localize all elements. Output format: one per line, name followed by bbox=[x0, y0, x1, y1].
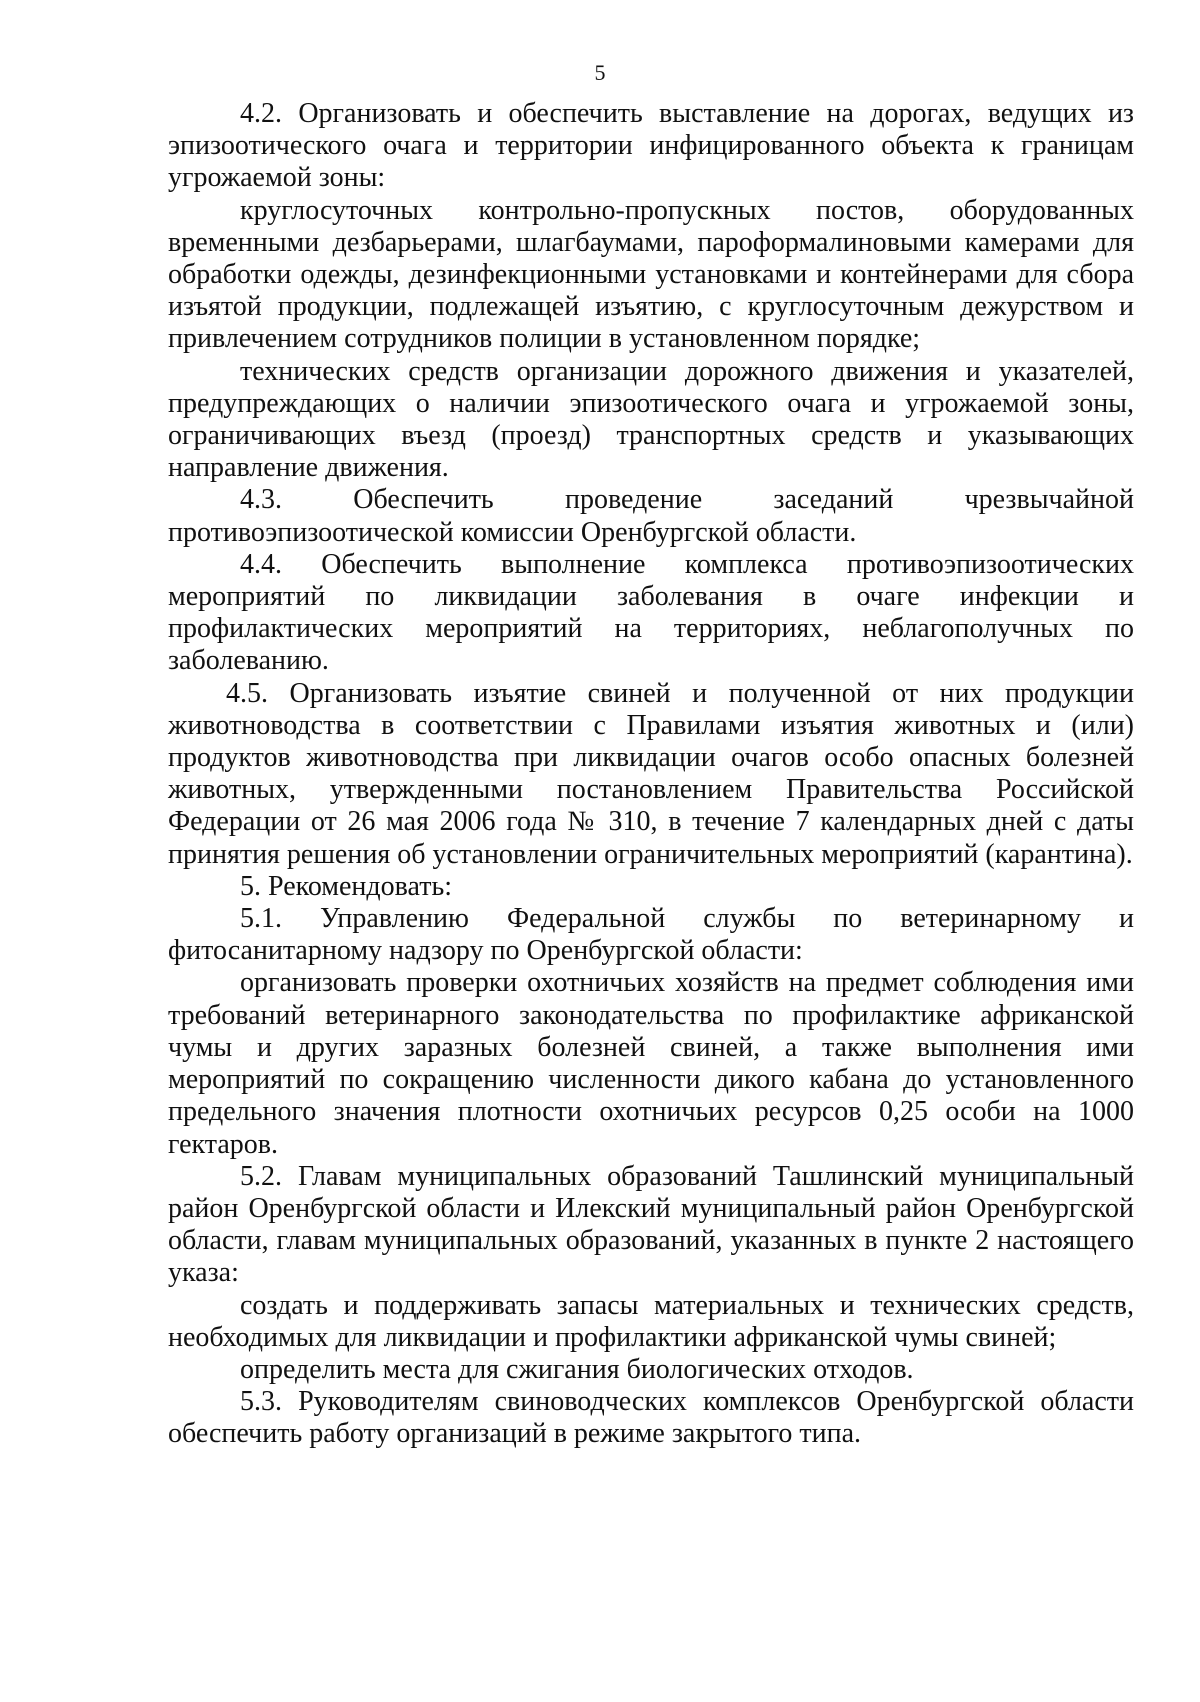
paragraph-4-2: 4.2. Организовать и обеспечить выставление на дорогах, ведущих из эпизоотического очага и территории инфицированного объекта к границам угрожаемой зоны: bbox=[168, 98, 1134, 194]
document-body bbox=[168, 98, 1134, 1451]
paragraph-5-2: 5.2. Главам муниципальных образований Ташлинский муниципальный район Оренбургской области и Илекский муниципальный район Оренбургской области, главам муниципальных образований, указанных в пункте 2 настоящего указа: bbox=[168, 1160, 1134, 1289]
paragraph-4-5: 4.5. Организовать изъятие свиней и полученной от них продукции животноводства в соответствии с Правилами изъятия животных и (или) продуктов животноводства при ликвидации очагов особо опасных болезней животных, утвержденными постановлением Правительства Российской Федерации от 26 мая 2006 года № 310, в течение 7 календарных дней с даты принятия решения об установлении ограничительных мероприятий (карантина). bbox=[168, 677, 1134, 870]
paragraph-5-3: 5.3. Руководителям свиноводческих комплексов Оренбургской области обеспечить работу организаций в режиме закрытого типа. bbox=[168, 1386, 1134, 1450]
paragraph-5-1: 5.1. Управлению Федеральной службы по ветеринарному и фитосанитарному надзору по Оренбургской области: bbox=[168, 903, 1134, 967]
paragraph-4-3: 4.3. Обеспечить проведение заседаний чрезвычайной противоэпизоотической комиссии Оренбургской области. bbox=[168, 484, 1134, 548]
paragraph-5: 5. Рекомендовать: bbox=[240, 870, 452, 902]
paragraph-hunting-checks: организовать проверки охотничьих хозяйств на предмет соблюдения ими требований ветеринарного законодательства по профилактике африканской чумы и других заразных болезней свиней, а также выполнения ими мероприятий по сокращению численности дикого кабана до установленного предельного значения плотности охотничьих ресурсов 0,25 особи на 1000 гектаров. bbox=[168, 967, 1134, 1160]
paragraph-traffic-means: технических средств организации дорожного движения и указателей, предупреждающих о наличии эпизоотического очага и угрожаемой зоны, ограничивающих въезд (проезд) транспортных средств и указывающих направление движения. bbox=[168, 355, 1134, 484]
paragraph-4-4: 4.4. Обеспечить выполнение комплекса противоэпизоотических мероприятий по ликвидации заболевания в очаге инфекции и профилактических мероприятий на территориях, неблагополучных по заболеванию. bbox=[168, 548, 1134, 677]
page-number: 5 bbox=[594, 60, 606, 85]
paragraph-burning-sites: определить места для сжигания биологических отходов. bbox=[240, 1353, 914, 1385]
paragraph-checkpoints: круглосуточных контрольно-пропускных постов, оборудованных временными дезбарьерами, шлагбаумами, пароформалиновыми камерами для обработки одежды, дезинфекционными установками и контейнерами для сбора изъятой продукции, подлежащей изъятию, с круглосуточным дежурством и привлечением сотрудников полиции в установленном порядке; bbox=[168, 194, 1134, 355]
paragraph-reserves: создать и поддерживать запасы материальных и технических средств, необходимых для ликвидации и профилактики африканской чумы свиней; bbox=[168, 1289, 1134, 1353]
